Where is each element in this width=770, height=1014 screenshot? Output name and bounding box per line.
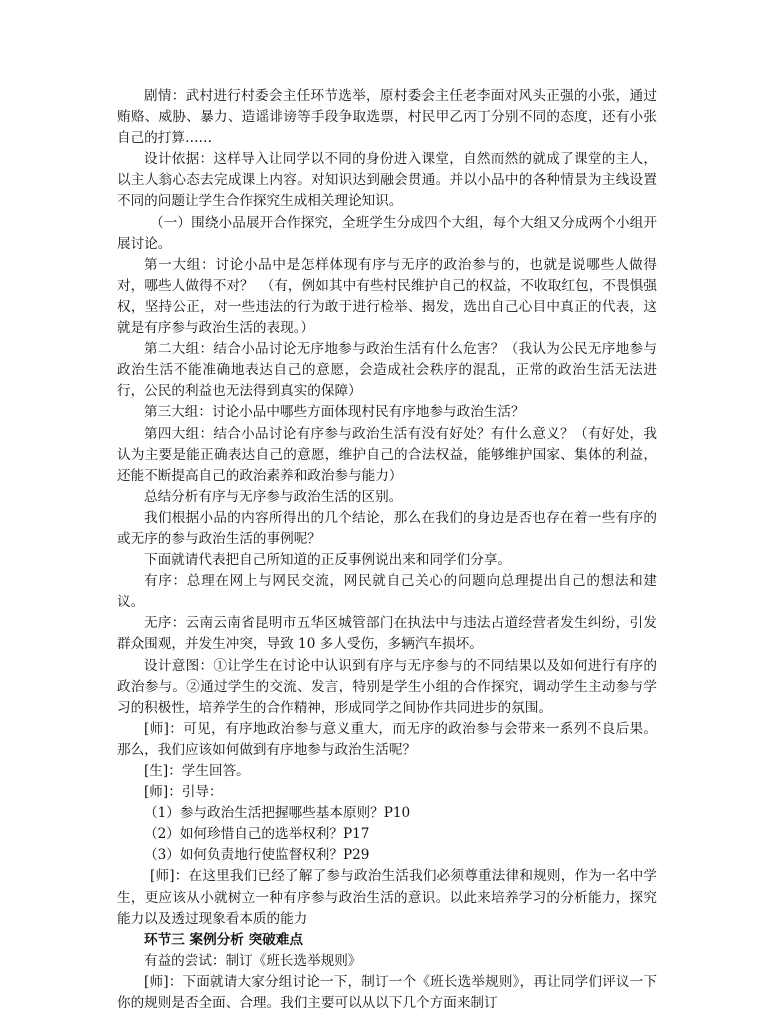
paragraph-conclusion: 我们根据小品的内容所得出的几个结论，那么在我们的身边是否也存在着一些有序的或无序的参与政治生活的事例呢？ <box>117 509 657 547</box>
paragraph-group-four: 第四大组：结合小品讨论有序参与政治生活有没有好处？有什么意义？（有好处，我认为主要是能正确表达自己的意愿，维护自己的合法权益，能够维护国家、集体的利益，还能不断提高自己的政治素养和政治参与能力） <box>117 425 657 484</box>
document-body <box>117 86 657 1014</box>
paragraph-design-intent: 设计意图：①让学生在讨论中认识到有序与无序参与的不同结果以及如何进行有序的政治参与。②通过学生的交流、发言，特别是学生小组的合作探究，调动学生主动参与学习的积极性，培养学生的合作精神，形成同学之间协作共同进步的氛围。 <box>117 657 657 716</box>
paragraph-share-examples: 下面就请代表把自己所知道的正反事例说出来和同学们分享。 <box>144 552 512 569</box>
paragraph-disorderly-example: 无序：云南云南省昆明市五华区城管部门在执法中与违法占道经营者发生纠纷，引发群众围观，并发生冲突，导致 10 多人受伤，多辆汽车损坏。 <box>117 615 657 653</box>
paragraph-teacher-summary: [师]：在这里我们已经了解了参与政治生活我们必须尊重法律和规则，作为一名中学生，更应该从小就树立一种有序参与政治生活的意识。以此来培养学习的分析能力，探究能力以及透过现象看本质的能力 <box>117 868 657 927</box>
paragraph-student-answer: [生]：学生回答。 <box>144 763 250 779</box>
paragraph-teacher-guide: [师]：引导： <box>144 784 223 801</box>
paragraph-design-basis: 设计依据：这样导入让同学以不同的身份进入课堂，自然而然的就成了课堂的主人，以主人翁心态去完成课上内容。对知识达到融会贯通。并以小品中的各种情景为主线设置不同的问题让学生合作探究生成相关理论知识。 <box>117 151 657 210</box>
list-item-supervision-rights: （3）如何负责地行使监督权利？P29 <box>144 847 370 864</box>
paragraph-group-two: 第二大组：结合小品讨论无序地参与政治生活有什么危害？（我认为公民无序地参与政治生活不能准确地表达自己的意愿，会造成社会秩序的混乱，正常的政治生活无法进行，公民的利益也无法得到真实的保障） <box>117 341 657 400</box>
list-item-principles: （1）参与政治生活把握哪些基本原则？P10 <box>144 805 411 822</box>
paragraph-section-one: （一）围绕小品展开合作探究，全班学生分成四个大组，每个大组又分成两个小组开展讨论。 <box>117 214 657 252</box>
paragraph-orderly-example: 有序：总理在网上与网民交流，网民就自己关心的问题向总理提出自己的想法和建议。 <box>117 573 657 611</box>
paragraph-plot: 剧情：武村进行村委会主任环节选举，原村委会主任老李面对风头正强的小张，通过贿赂、威胁、暴力、造谣诽谤等手段争取选票，村民甲乙丙丁分别不同的态度，还有小张自己的打算…… <box>117 88 657 147</box>
paragraph-teacher-task: [师]：下面就请大家分组讨论一下，制订一个《班长选举规则》，再让同学们评议一下你的规则是否全面、合理。我们主要可以从以下几个方面来制订 <box>117 973 657 1012</box>
list-item-election-rights: （2）如何珍惜自己的选举权利？P17 <box>144 826 370 843</box>
paragraph-useful-attempt: 有益的尝试：制订《班长选举规则》 <box>144 952 362 969</box>
section-heading-step-three: 环节三 案例分析 突破难点 <box>144 931 303 948</box>
paragraph-summary: 总结分析有序与无序参与政治生活的区别。 <box>144 488 403 505</box>
paragraph-group-one: 第一大组：讨论小品中是怎样体现有序与无序的政治参与的，也就是说哪些人做得对，哪些人做得不对？ （有，例如其中有些村民维护自己的权益，不收取红包，不畏惧强权，坚持公正，对一些违法的行为敢于进行检举、揭发，选出自己心目中真正的代表，这就是有序参与政治生活的表现。） <box>117 256 657 337</box>
paragraph-group-three: 第三大组：讨论小品中哪些方面体现村民有序地参与政治生活？ <box>144 404 525 421</box>
paragraph-teacher-significance: [师]：可见，有序地政治参与意义重大，而无序的政治参与会带来一系列不良后果。那么，我们应该如何做到有序地参与政治生活呢？ <box>117 720 657 758</box>
